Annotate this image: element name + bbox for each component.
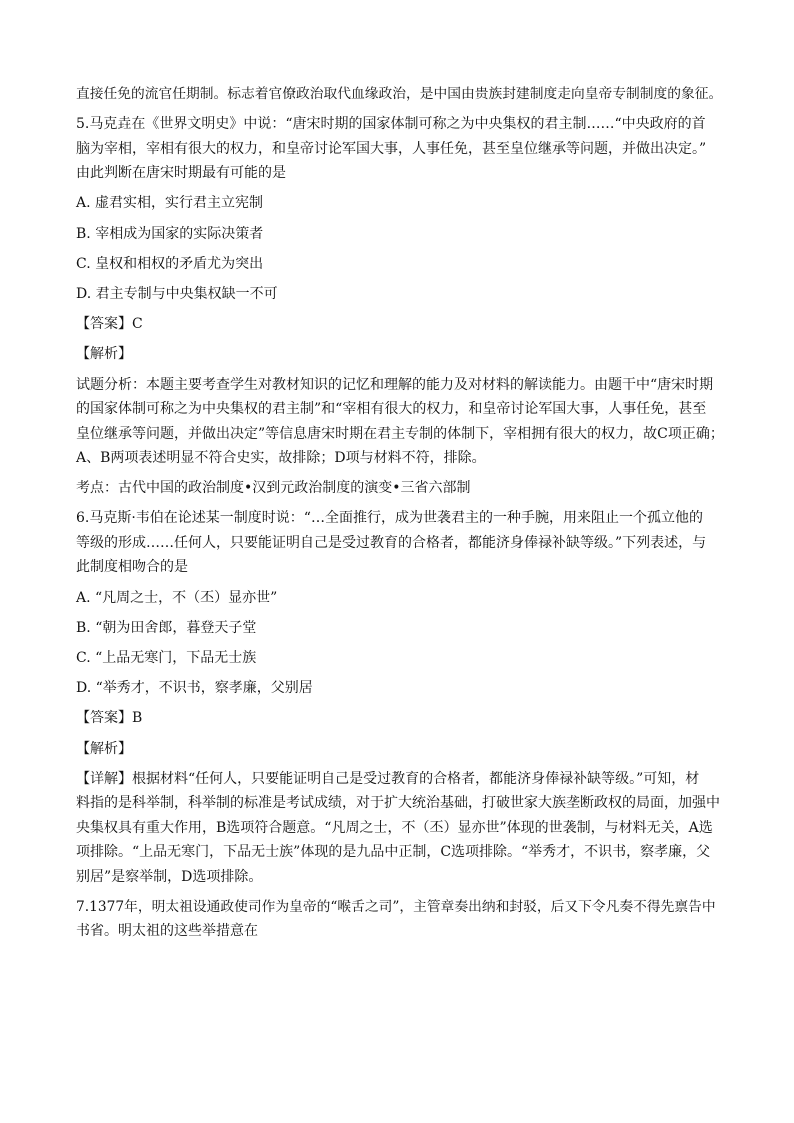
question-5-analysis: 的国家体制可称之为中央集权的君主制”和“宰相有很大的权力，和皇帝讨论军国大事，人事任免，甚至 bbox=[76, 401, 707, 417]
question-6-answer: 【答案】B bbox=[76, 710, 143, 727]
question-6-stem: 此制度相吻合的是 bbox=[76, 559, 188, 576]
paragraph-line: 直接任免的流官任期制。标志着官僚政治取代血缘政治，是中国由贵族封建制度走向皇帝专制制度的象征。 bbox=[76, 86, 723, 102]
question-5-stem: 脑为宰相，宰相有很大的权力，和皇帝讨论军国大事，人事任免，甚至皇位继承等问题，并做出决定。” bbox=[76, 140, 707, 157]
question-5-analysis: 试题分析：本题主要考查学生对教材知识的记忆和理解的能力及对材料的解读能力。由题干中“唐宋时期 bbox=[76, 376, 714, 393]
question-5-stem: 5.马克垚在《世界文明史》中说：“唐宋时期的国家体制可称之为中央集权的君主制……“中央政府的首 bbox=[76, 116, 706, 133]
question-6-analysis: 央集权具有重大作用，B选项符合题意。“凡周之士，不（丕）显亦世”体现的世袭制，与材料无关，A选 bbox=[76, 819, 713, 836]
question-6-analysis: 别居”是察举制，D选项排除。 bbox=[76, 868, 263, 885]
question-6-option-d: D. “举秀才，不识书，察孝廉，父别居 bbox=[76, 680, 313, 697]
question-5-knowledge-point: 考点：古代中国的政治制度•汉到元政治制度的演变•三省六部制 bbox=[76, 480, 471, 497]
question-5-analysis-heading: 【解析】 bbox=[76, 346, 132, 363]
question-7-stem: 7.1377年，明太祖设通政使司作为皇帝的“喉舌之司”，主管章奏出纳和封驳，后又下令凡奏不得先禀告中 bbox=[76, 898, 716, 915]
question-5-analysis: 皇位继承等问题，并做出决定”等信息唐宋时期在君主专制的体制下，宰相拥有很大的权力，故C项正确； bbox=[76, 425, 724, 442]
question-6-analysis: 项排除。“上品无寒门，下品无士族”体现的是九品中正制，C选项排除。“举秀才，不识书，察孝廉，父 bbox=[76, 844, 711, 861]
question-7-stem: 书省。明太祖的这些举措意在 bbox=[76, 923, 258, 940]
question-5-option-a: A. 虚君实相，实行君主立宪制 bbox=[76, 195, 264, 212]
question-6-option-a: A. “凡周之士，不（丕）显亦世” bbox=[76, 589, 278, 606]
question-5-option-c: C. 皇权和相权的矛盾尤为突出 bbox=[76, 255, 264, 272]
question-6-option-b: B. “朝为田舍郎，暮登天子堂 bbox=[76, 619, 257, 636]
question-6-analysis-heading: 【解析】 bbox=[76, 740, 132, 757]
question-5-answer: 【答案】C bbox=[76, 316, 143, 333]
document-page bbox=[76, 82, 726, 944]
question-6-stem: 6.马克斯·韦伯在论述某一制度时说：“…全面推行，成为世袭君主的一种手腕，用来阻止一个孤立他的 bbox=[76, 510, 703, 527]
question-5-analysis: A、B两项表述明显不符合史实，故排除；D项与材料不符，排除。 bbox=[76, 450, 486, 466]
question-6-stem: 等级的形成……任何人，只要能证明自己是受过教育的合格者，都能济身俸禄补缺等级。”下列表述，与 bbox=[76, 534, 707, 551]
question-6-option-c: C. “上品无寒门，下品无士族 bbox=[76, 649, 257, 666]
question-6-analysis: 料指的是科举制，科举制的标准是考试成绩，对于扩大统治基础，打破世家大族垄断政权的局面，加强中 bbox=[76, 795, 720, 812]
question-6-analysis: 【详解】根据材料“任何人，只要能证明自己是受过教育的合格者，都能济身俸禄补缺等级。”可知，材 bbox=[76, 770, 700, 787]
question-5-option-b: B. 宰相成为国家的实际决策者 bbox=[76, 225, 264, 242]
question-5-stem: 由此判断在唐宋时期最有可能的是 bbox=[76, 165, 286, 182]
question-5-option-d: D. 君主专制与中央集权缺一不可 bbox=[76, 285, 278, 302]
